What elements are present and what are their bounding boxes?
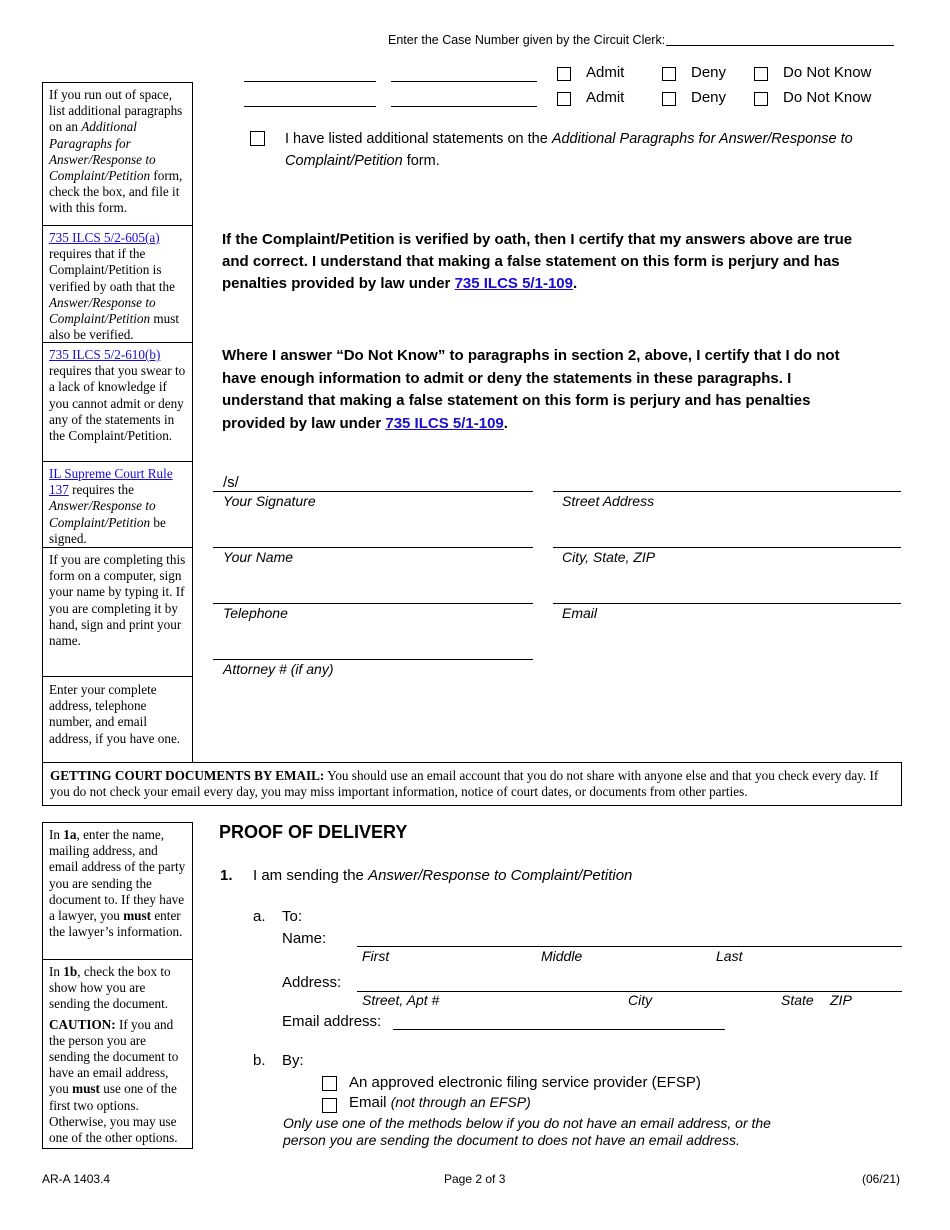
- statute-link-1-109[interactable]: 735 ILCS 5/1-109: [454, 275, 573, 292]
- paragraph-number-field[interactable]: [391, 81, 537, 82]
- street-apt-label: Street, Apt #: [362, 992, 440, 1008]
- paragraph-number-field[interactable]: [391, 106, 537, 107]
- city-state-zip-label: City, State, ZIP: [562, 549, 656, 565]
- admit-label: Admit: [586, 89, 625, 106]
- item-1-number: 1.: [220, 867, 233, 884]
- statute-link-1-109[interactable]: 735 ILCS 5/1-109: [385, 414, 504, 432]
- efsp-checkbox[interactable]: [322, 1076, 337, 1091]
- email-delivery-checkbox[interactable]: [322, 1098, 337, 1113]
- item-a-label: a.: [253, 908, 266, 925]
- item-1-text: I am sending the Answer/Response to Complaint/Petition: [253, 867, 633, 884]
- sidebar-box-signing: If you are completing this form on a computer, sign your name by typing it. If you are completing it by hand, sign and print your name.: [42, 548, 193, 677]
- admit-label: Admit: [586, 64, 625, 81]
- email-line[interactable]: [553, 603, 901, 604]
- sidebar-box-recipient: In 1a, enter the name, mailing address, and email address of the party you are sending the document to. If they have a lawyer, you must enter the lawyer’s information.: [42, 822, 193, 960]
- last-name-label: Last: [716, 948, 743, 964]
- middle-name-label: Middle: [541, 948, 583, 964]
- item-b-label: b.: [253, 1052, 266, 1069]
- email-address-label: Email address:: [282, 1013, 382, 1030]
- first-name-label: First: [362, 948, 390, 964]
- additional-statements-text: I have listed additional statements on the Additional Paragraphs for Answer/Response to Complaint/Petition form.: [285, 131, 853, 169]
- name-label: Name:: [282, 930, 327, 947]
- street-address-line[interactable]: [553, 491, 901, 492]
- form-id: AR-A 1403.4: [42, 1172, 111, 1186]
- case-number-label: Enter the Case Number given by the Circuit Clerk:: [388, 33, 666, 47]
- do-not-know-checkbox[interactable]: [754, 67, 768, 81]
- street-address-label: Street Address: [562, 493, 655, 509]
- email-option-label: Email (not through an EFSP): [349, 1094, 531, 1111]
- by-label: By:: [282, 1052, 304, 1069]
- delivery-method-note: Only use one of the methods below if you do not have an email address, or the person you are sending the document to does not have an email address.: [283, 1115, 771, 1148]
- zip-label: ZIP: [830, 992, 852, 1008]
- sidebar-box-lack-of-knowledge: 735 ILCS 5/2-610(b) requires that you swear to a lack of knowledge if you cannot admit or deny any of the statements in the Complaint/Petition.: [42, 343, 193, 462]
- your-signature-label: Your Signature: [223, 493, 316, 509]
- signature-value[interactable]: /s/: [223, 474, 239, 491]
- sidebar-box-delivery-method: In 1b, check the box to show how you are sending the document. CAUTION: If you and the person you are sending the document to have an email address, you must use one of the first two options. Otherwise, you may use one of the other options.: [42, 960, 193, 1149]
- statute-link-605a[interactable]: 735 ILCS 5/2-605(a): [49, 230, 160, 245]
- attorney-number-label: Attorney # (if any): [223, 661, 334, 677]
- efsp-option-label: An approved electronic filing service provider (EFSP): [349, 1074, 701, 1091]
- sidebar-box-rule-137: IL Supreme Court Rule 137 requires the Answer/Response to Complaint/Petition be signed.: [42, 462, 193, 548]
- email-label: Email: [562, 605, 598, 621]
- do-not-know-checkbox[interactable]: [754, 92, 768, 106]
- attorney-number-line[interactable]: [213, 659, 533, 660]
- address-label: Address:: [282, 974, 342, 991]
- your-name-label: Your Name: [223, 549, 294, 565]
- sidebar-box-additional-paragraphs: If you run out of space, list additional paragraphs on an Additional Paragraphs for Answer/Response to Complaint/Petition form, check the box, and file it with this form.: [42, 82, 193, 226]
- city-state-zip-line[interactable]: [553, 547, 901, 548]
- sidebar-box-address: Enter your complete address, telephone number, and email address, if you have one.: [42, 677, 193, 762]
- to-label: To:: [282, 908, 303, 925]
- recipient-email-field[interactable]: [393, 1029, 725, 1030]
- telephone-line[interactable]: [213, 603, 533, 604]
- telephone-label: Telephone: [223, 605, 288, 621]
- deny-label: Deny: [691, 64, 727, 81]
- sidebar-box-verification: 735 ILCS 5/2-605(a) requires that if the Complaint/Petition is verified by oath that the Answer/Response to Complaint/Petition must also be verified.: [42, 226, 193, 343]
- page-number: Page 2 of 3: [444, 1172, 506, 1186]
- deny-label: Deny: [691, 89, 727, 106]
- admit-checkbox[interactable]: [557, 92, 571, 106]
- signature-line[interactable]: [213, 491, 533, 492]
- recipient-name-field[interactable]: [357, 946, 902, 947]
- your-name-line[interactable]: [213, 547, 533, 548]
- city-label: City: [628, 992, 653, 1008]
- certification-do-not-know: Where I answer “Do Not Know” to paragraphs in section 2, above, I certify that I do not have enough information to admit or deny the statements in these paragraphs. I understand that making a false statement on this form is perjury and has penalties provided by law under 735 ILCS 5/1-109.: [222, 347, 840, 432]
- do-not-know-label: Do Not Know: [783, 89, 872, 106]
- additional-statements-checkbox[interactable]: [250, 131, 265, 146]
- deny-checkbox[interactable]: [662, 67, 676, 81]
- paragraph-number-field[interactable]: [244, 106, 376, 107]
- email-notice-box: GETTING COURT DOCUMENTS BY EMAIL: You should use an email account that you do not share with anyone else and that you check every day. If you do not check your email every day, you may miss important information, notice of court dates, or documents from other parties.: [42, 762, 902, 806]
- paragraph-number-field[interactable]: [244, 81, 376, 82]
- deny-checkbox[interactable]: [662, 92, 676, 106]
- certification-verified-oath: If the Complaint/Petition is verified by oath, then I certify that my answers above are true and correct. I understand that making a false statement on this form is perjury and has penalties provided by law under 735 ILCS 5/1-109.: [222, 231, 853, 292]
- case-number-field[interactable]: [666, 45, 894, 46]
- admit-checkbox[interactable]: [557, 67, 571, 81]
- proof-of-delivery-title: PROOF OF DELIVERY: [219, 822, 408, 842]
- do-not-know-label: Do Not Know: [783, 64, 872, 81]
- revision-date: (06/21): [862, 1172, 901, 1186]
- state-label: State: [781, 992, 814, 1008]
- rule-137-link[interactable]: IL Supreme Court Rule 137: [49, 466, 173, 498]
- statute-link-610b[interactable]: 735 ILCS 5/2-610(b): [49, 347, 161, 362]
